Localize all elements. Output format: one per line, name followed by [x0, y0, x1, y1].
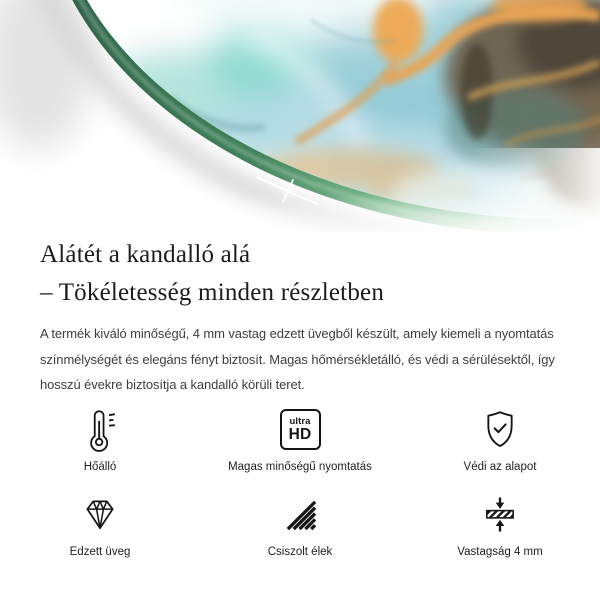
polished-edges-icon	[283, 493, 318, 537]
feature-label: Magas minőségű nyomtatás	[228, 460, 372, 473]
feature-heat-resistant	[0, 408, 200, 473]
feature-label: Hőálló	[83, 460, 117, 473]
feature-label: Vastagság 4 mm	[457, 545, 543, 558]
feature-thickness	[400, 493, 600, 558]
glass-fireplace-mat-photo	[0, 0, 600, 232]
page-title	[40, 236, 560, 312]
feature-label: Csiszolt élek	[267, 545, 333, 558]
feature-polished-edges	[200, 493, 400, 558]
feature-tempered-glass	[0, 493, 200, 558]
diamond-icon	[80, 493, 120, 537]
title-line-1: Alátét a kandalló alá	[40, 241, 251, 268]
ultra-hd-text-bottom: HD	[288, 425, 312, 443]
feature-protects-base	[400, 408, 600, 473]
thickness-icon	[482, 493, 518, 537]
feature-label: Védi az alapot	[463, 460, 537, 473]
thermometer-icon	[80, 408, 120, 452]
product-description: A termék kiváló minőségű, 4 mm vastag edzett üvegből készült, amely kiemeli a nyomtatás színmélységét és elegáns fényt biztosít. Magas hőmérsékletálló, és védi a sérülésektől, így hosszú évekre biztosítja a kandalló körüli teret.	[40, 326, 555, 392]
ultra-hd-icon	[280, 408, 321, 452]
feature-label: Edzett üveg	[69, 545, 131, 558]
feature-print-quality	[200, 408, 400, 473]
ultra-hd-text-top: ultra	[289, 415, 311, 427]
feature-grid	[0, 408, 600, 558]
title-line-2: – Tökéletesség minden részletben	[40, 279, 385, 306]
shield-check-icon	[480, 408, 520, 452]
